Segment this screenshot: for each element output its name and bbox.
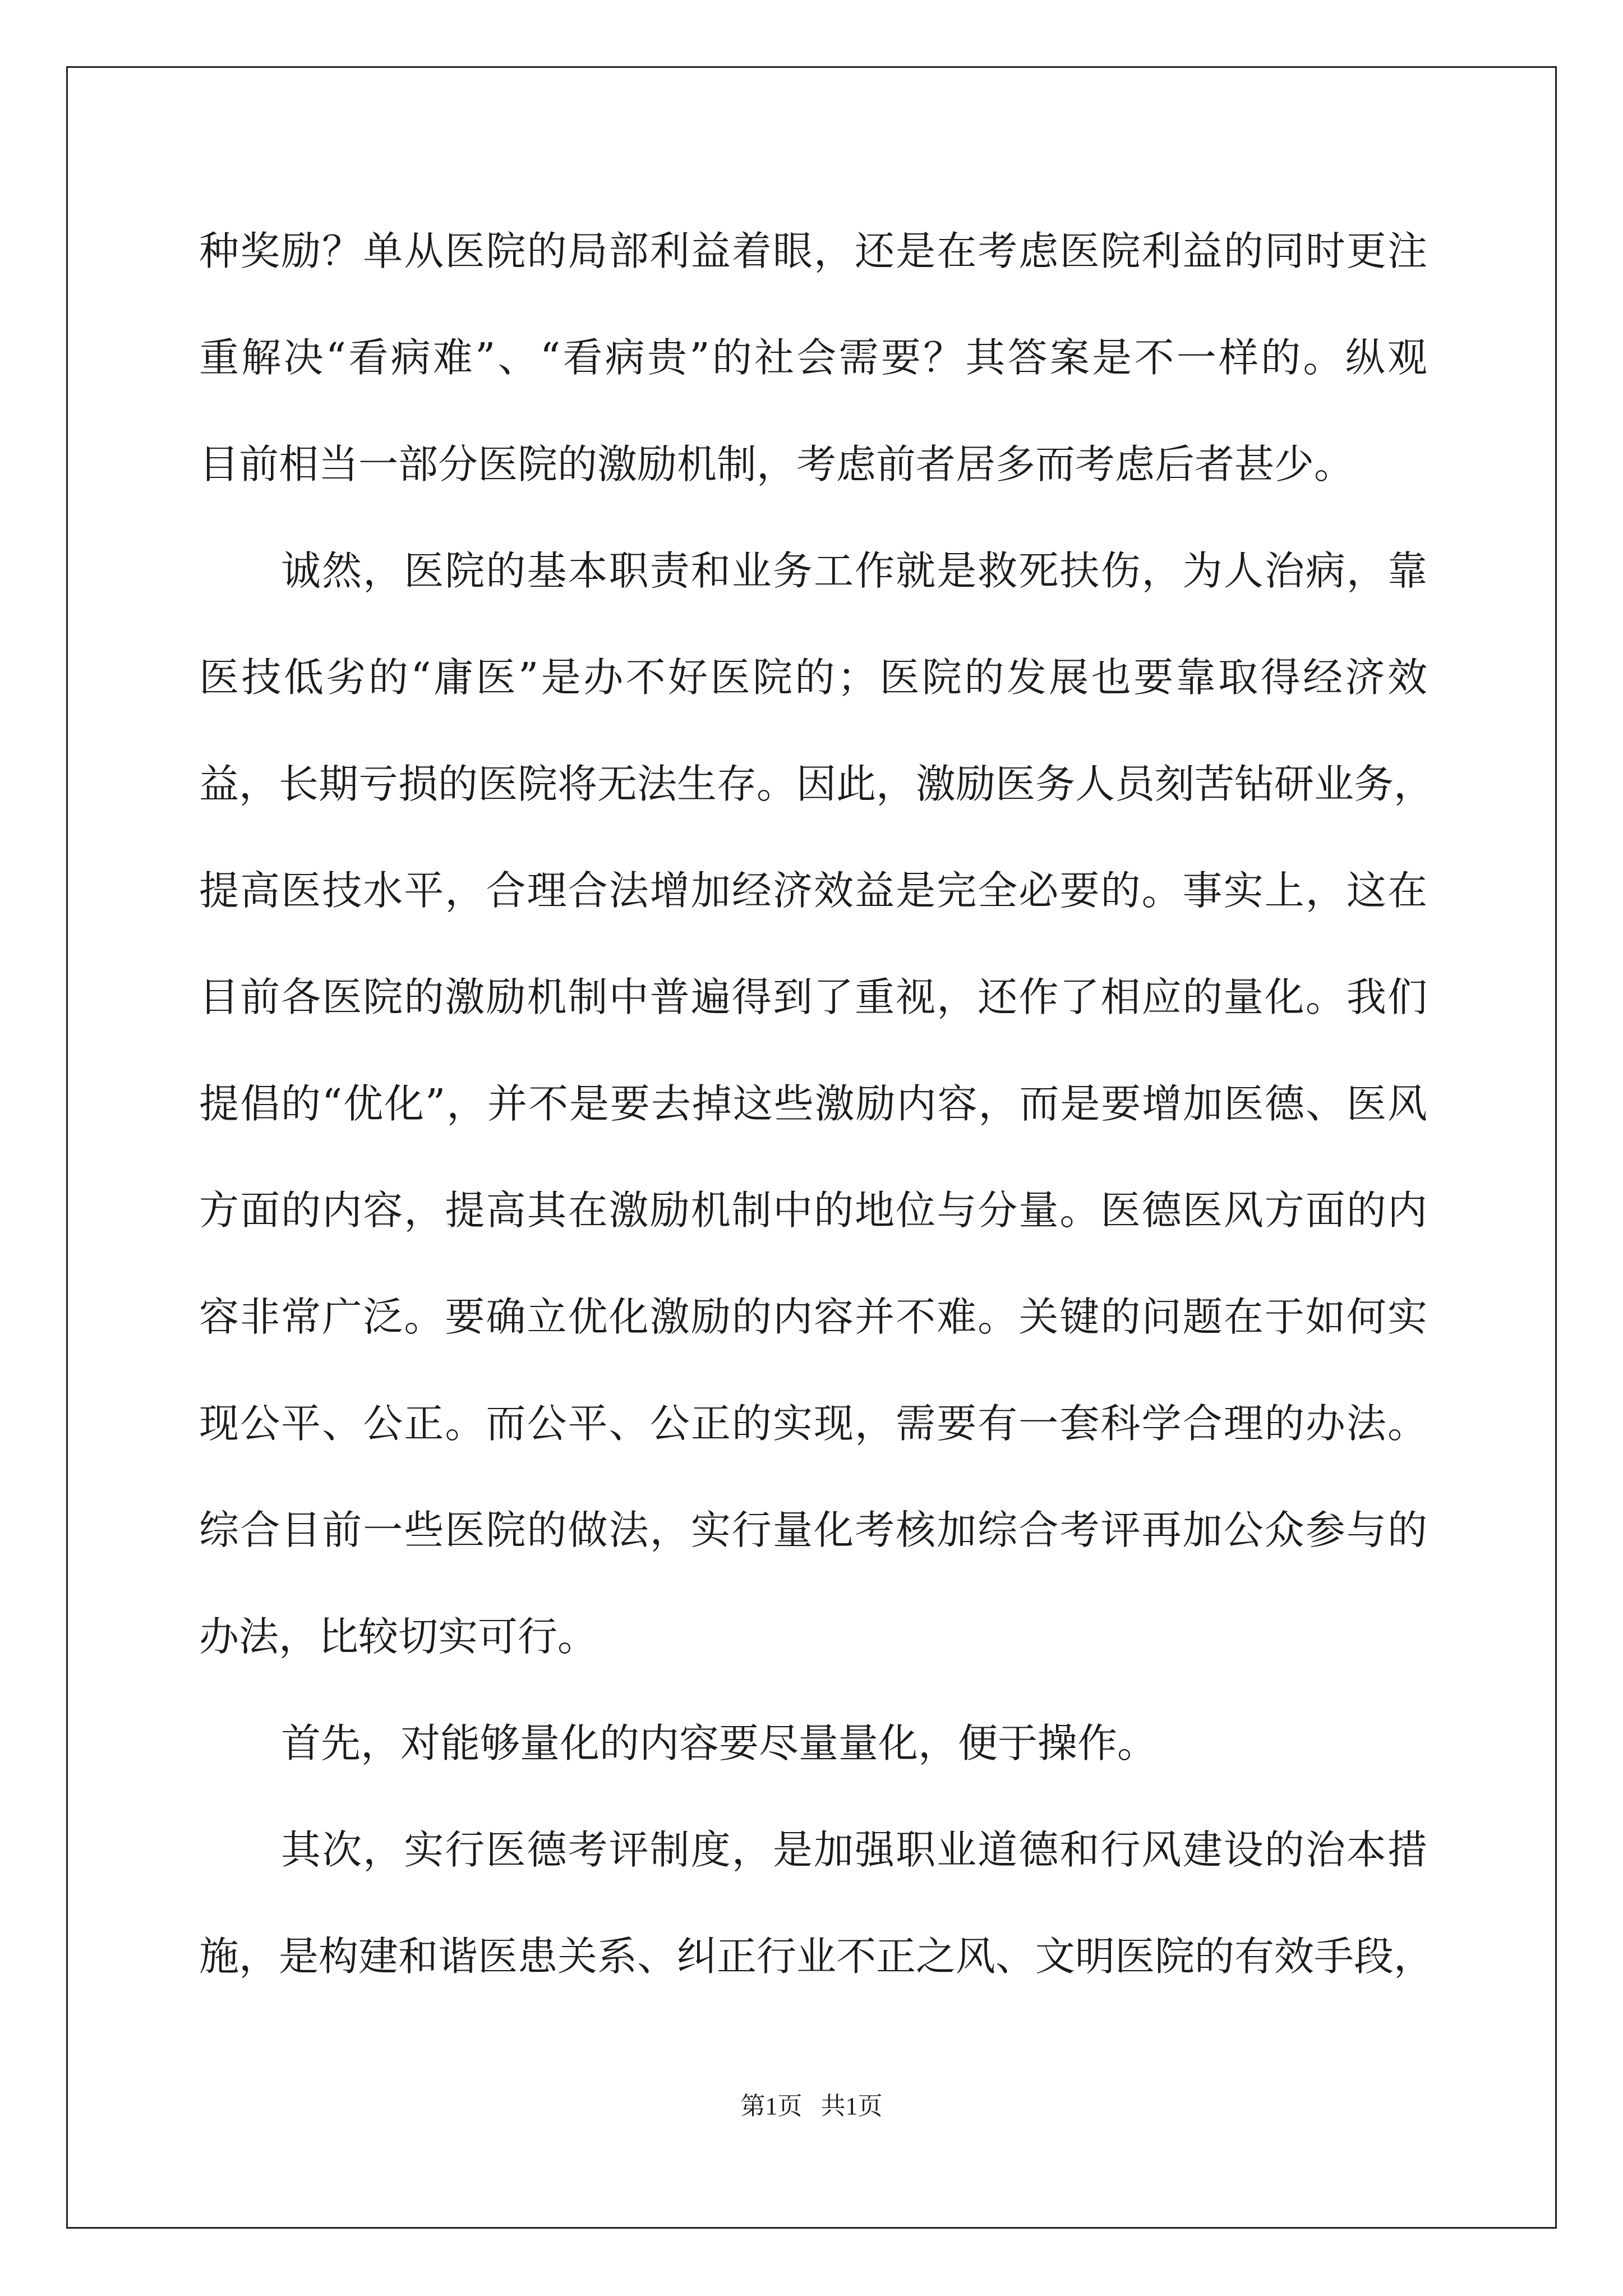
document-body [199, 218, 1434, 2030]
text-line: 诚然，医院的基本职责和业务工作就是救死扶伤，为人治病，靠 [281, 547, 1427, 594]
text-line: 目前各医院的激励机制中普遍得到了重视，还作了相应的量化。我们 [199, 974, 1427, 1020]
text-line: 办法，比较切实可行。 [199, 1613, 598, 1660]
text-line: 首先，对能够量化的内容要尽量量化，便于操作。 [281, 1720, 1158, 1766]
text-line: 重解决“看病难”、“看病贵”的社会需要？其答案是不一样的。纵观 [199, 334, 1427, 381]
text-line: 医技低劣的“庸医”是办不好医院的；医院的发展也要靠取得经济效 [199, 654, 1427, 701]
text-line: 提倡的“优化”，并不是要去掉这些激励内容，而是要增加医德、医风 [199, 1080, 1427, 1127]
text-line: 提高医技水平，合理合法增加经济效益是完全必要的。事实上，这在 [199, 867, 1427, 914]
text-line: 其次，实行医德考评制度，是加强职业道德和行风建设的治本措 [281, 1826, 1427, 1873]
page-number-label: 第1页 共1页 [740, 2092, 883, 2120]
text-line: 现公平、公正。而公平、公正的实现，需要有一套科学合理的办法。 [199, 1400, 1427, 1447]
text-line: 容非常广泛。要确立优化激励的内容并不难。关键的问题在于如何实 [199, 1294, 1427, 1340]
page-footer [0, 2086, 1623, 2122]
text-line: 方面的内容，提高其在激励机制中的地位与分量。医德医风方面的内 [199, 1187, 1427, 1234]
text-line: 目前相当一部分医院的激励机制，考虑前者居多而考虑后者甚少。 [199, 441, 1354, 487]
text-line: 综合目前一些医院的做法，实行量化考核加综合考评再加公众参与的 [199, 1507, 1427, 1553]
text-line: 施，是构建和谐医患关系、纠正行业不正之风、文明医院的有效手段， [199, 1933, 1434, 1980]
text-line: 益，长期亏损的医院将无法生存。因此，激励医务人员刻苦钻研业务， [199, 761, 1434, 807]
text-line: 种奖励？单从医院的局部利益着眼，还是在考虑医院利益的同时更注 [199, 228, 1427, 274]
